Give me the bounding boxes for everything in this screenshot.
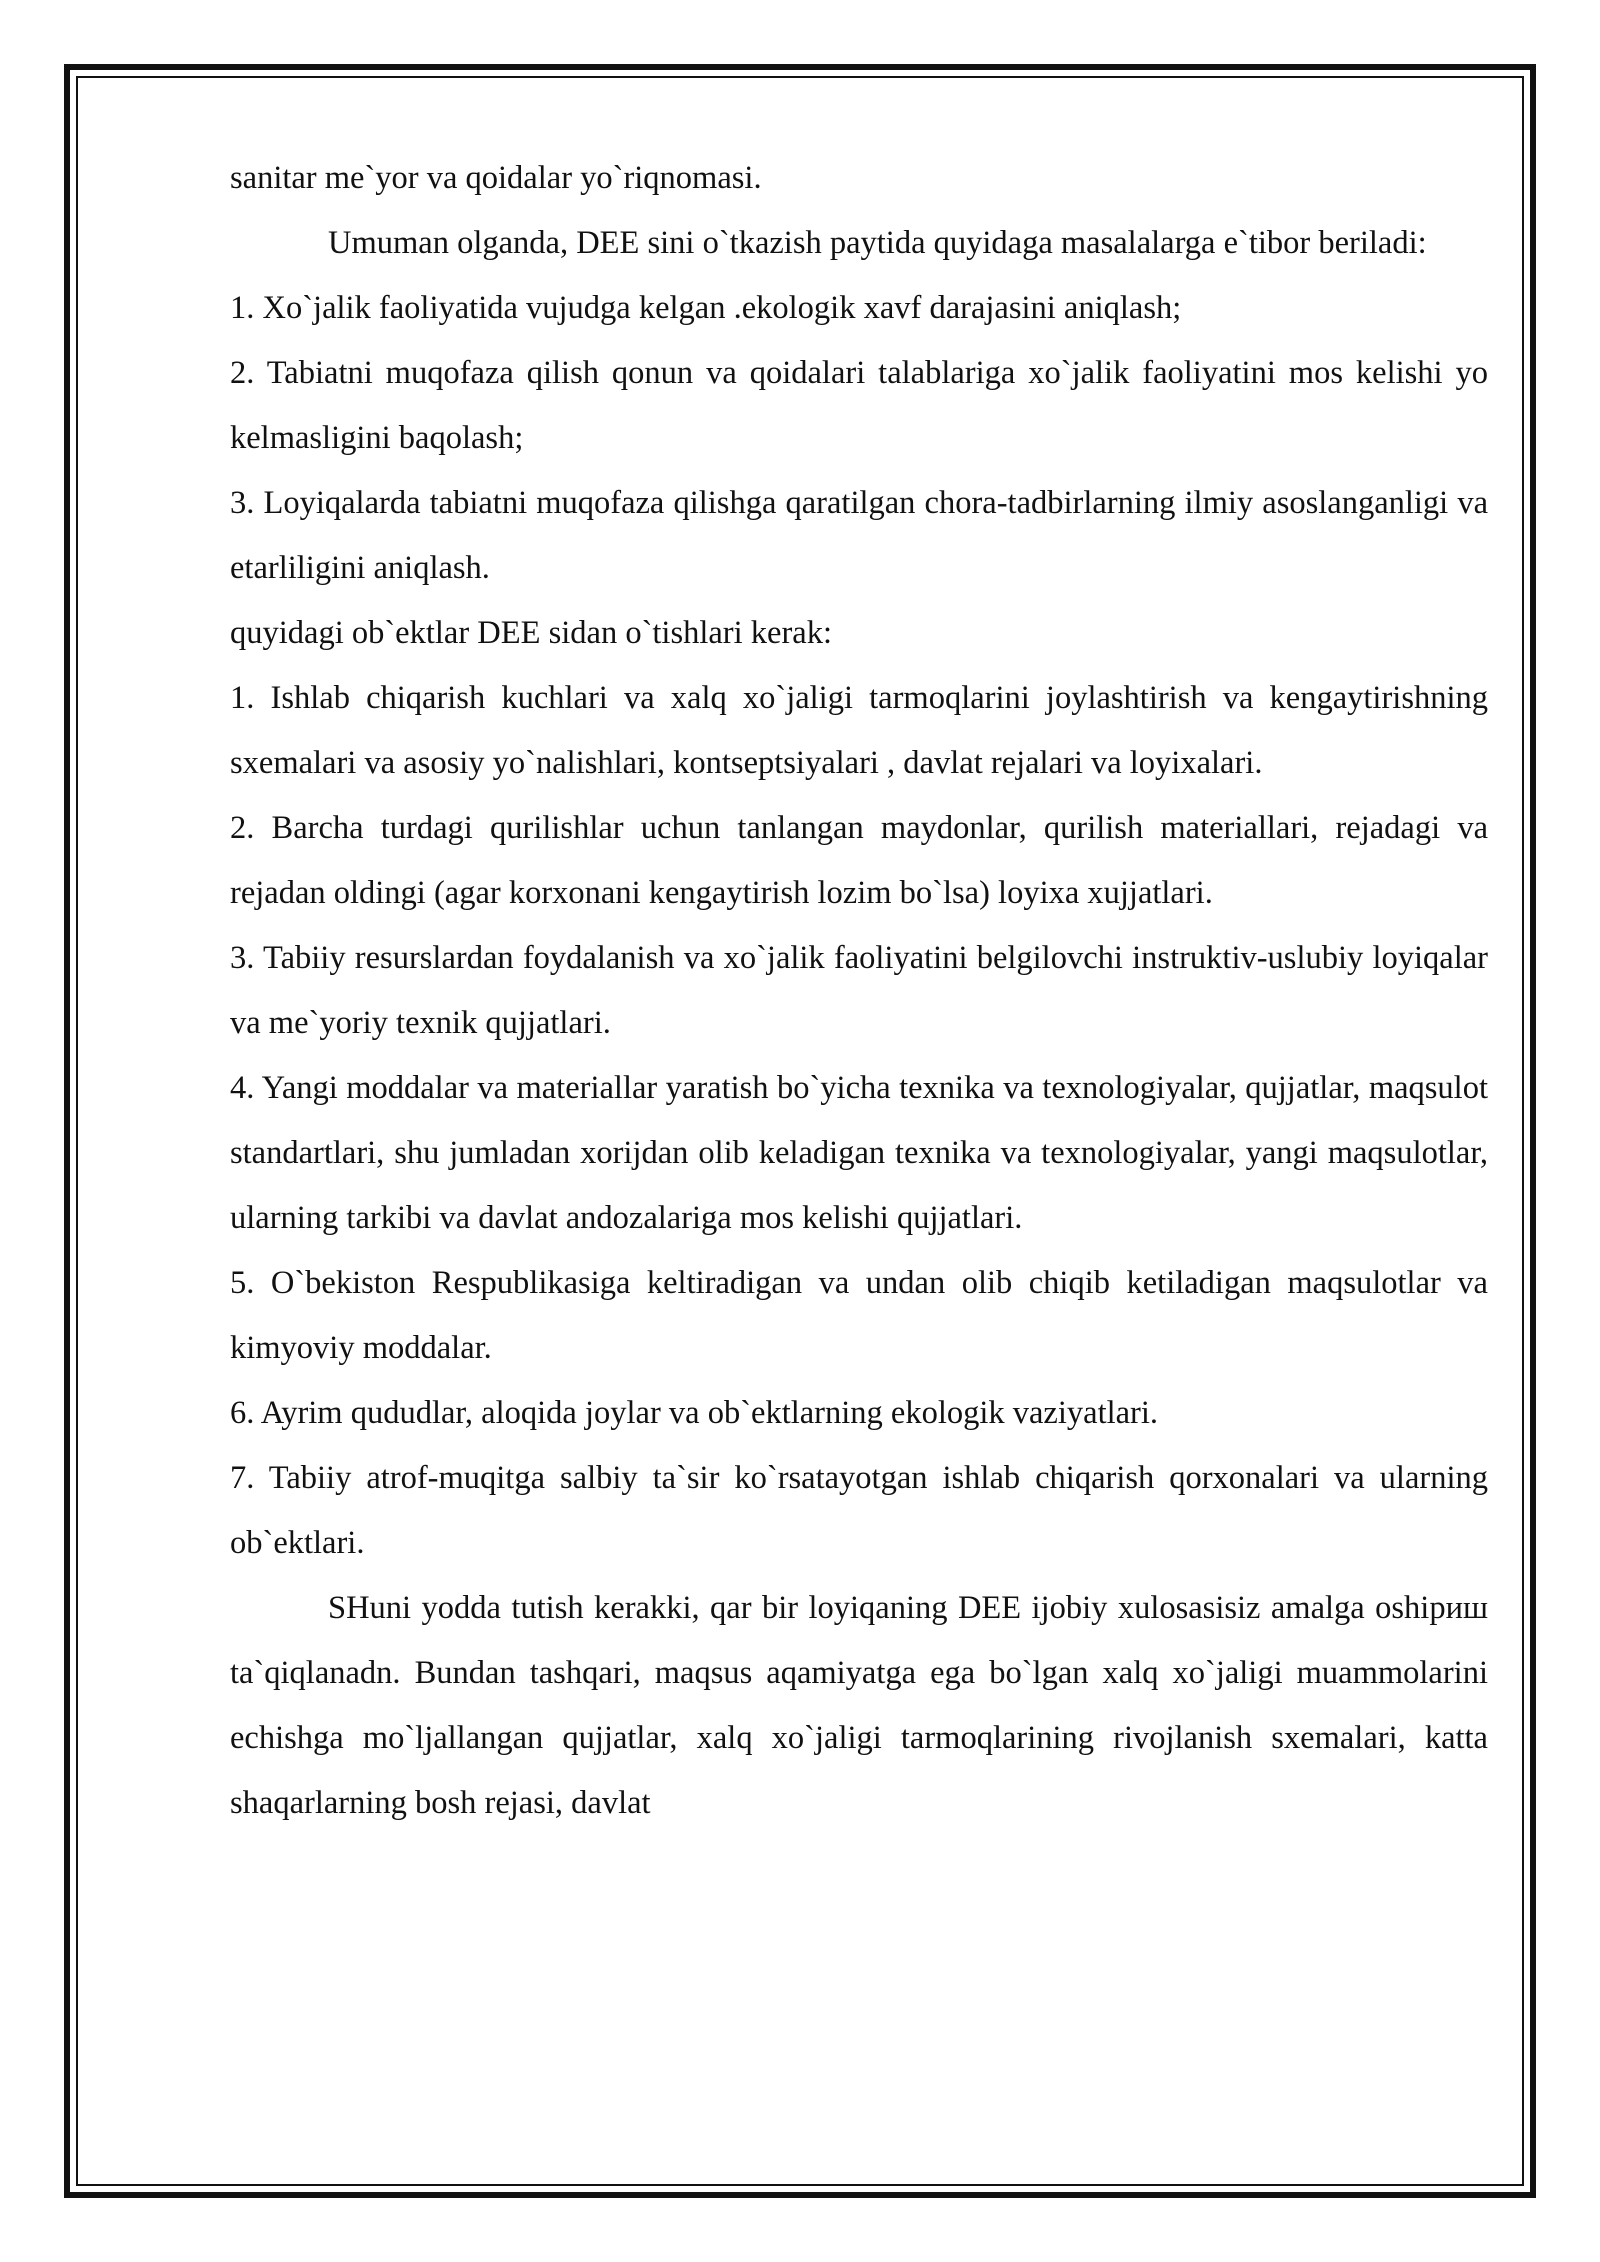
list-item: 1. Xo`jalik faoliyatida vujudga kelgan .ekologik xavf darajasini aniqlash; (230, 290, 1182, 326)
list-item: 3. Tabiiy resurslardan foydalanish va xo`jalik faoliyatini belgilovchi instruktiv-uslubiy loyiqalar va me`yoriy texnik qujjatlari. (230, 940, 1488, 1041)
list-item: 4. Yangi moddalar va materiallar yaratish bo`yicha texnika va texnologiyalar, qujjatlar, maqsulot standartlari, shu jumladan xorijdan olib keladigan texnika va texnologiyalar, yangi maqsulotlar, ularning tarkibi va davlat andozalariga mos kelishi qujjatlari. (230, 1070, 1488, 1236)
list-item: 5. O`bekiston Respublikasiga keltiradigan va undan olib chiqib ketiladigan maqsulotlar va kimyoviy moddalar. (230, 1265, 1488, 1366)
list-item: 2. Barcha turdagi qurilishlar uchun tanlangan maydonlar, qurilish materiallari, rejadagi va rejadan oldingi (agar korxonani kengaytirish lozim bo`lsa) loyixa xujjatlari. (230, 810, 1488, 911)
paragraph: SHuni yodda tutish kerakki, qar bir loyiqaning DEE ijobiy xulosasisiz amalga oshiриш ta`qiqlanadn. Bundan tashqari, maqsus aqamiyatga ega bo`lgan xalq xo`jaligi muammolarini echishga mo`ljallangan qujjatlar, xalq xo`jaligi tarmoqlarining rivojlanish sxemalari, katta shaqarlarning bosh rejasi, davlat (230, 1590, 1488, 1821)
list-item: 3. Loyiqalarda tabiatni muqofaza qilishga qaratilgan chora-tadbirlarning ilmiy asoslanganligi va etarliligini aniqlash. (230, 485, 1488, 586)
paragraph: quyidagi ob`ektlar DEE sidan o`tishlari kerak: (230, 615, 832, 651)
paragraph: sanitar me`yor va qoidalar yo`riqnomasi. (230, 160, 762, 196)
list-item: 7. Tabiiy atrof-muqitga salbiy ta`sir ko`rsatayotgan ishlab chiqarish qorxonalari va ularning ob`ektlari. (230, 1460, 1488, 1561)
paragraph: Umuman olganda, DEE sini o`tkazish paytida quyidaga masalalarga e`tibor beriladi: (328, 225, 1427, 261)
document-body (230, 146, 1488, 1836)
list-item: 6. Ayrim qududlar, aloqida joylar va ob`ektlarning ekologik vaziyatlari. (230, 1395, 1159, 1431)
list-item: 2. Tabiatni muqofaza qilish qonun va qoidalari talablariga xo`jalik faoliyatini mos kelishi yo kelmasligini baqolash; (230, 355, 1488, 456)
list-item: 1. Ishlab chiqarish kuchlari va xalq xo`jaligi tarmoqlarini joylashtirish va kengaytirishning sxemalari va asosiy yo`nalishlari, kontseptsiyalari , davlat rejalari va loyixalari. (230, 680, 1488, 781)
